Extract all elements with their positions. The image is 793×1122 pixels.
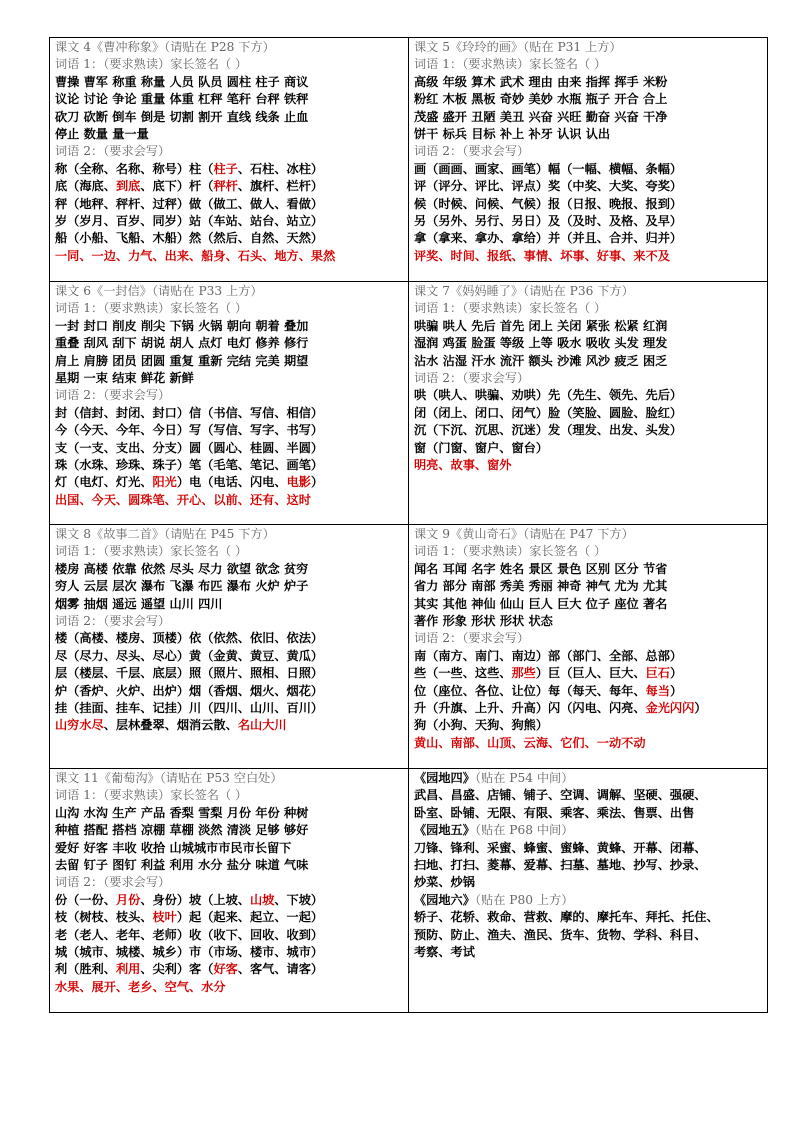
garden-header xyxy=(414,770,761,787)
word-text: 画（画画、画家、画笔）幅（一幅、横幅、条幅） xyxy=(414,161,683,176)
vocabulary-sheet xyxy=(49,37,768,1013)
word-text: 老（老人、老年、老师）收（收下、回收、收到） xyxy=(55,927,324,942)
word-text: 、底下）杆（ xyxy=(140,179,214,194)
words2-label: 词语 2：（要求会写） xyxy=(414,371,530,386)
word-text: 今（今天、今年、今日）写（写信、写字、书写） xyxy=(55,423,324,438)
words2-line xyxy=(55,944,402,961)
words2-line xyxy=(414,178,761,195)
extra-words-line xyxy=(55,717,402,734)
word-text: 位（座位、各位、让位）每（每天、每年、 xyxy=(414,683,646,698)
word-text: 哄（哄人、哄骗、劝哄）先（先生、领先、先后） xyxy=(414,388,683,403)
words2-line xyxy=(55,405,402,422)
red-word: 枝叶 xyxy=(152,910,177,925)
words1-line: 穷人 云层 层次 瀑布 飞瀑 布匹 瀑布 火炉 炉子 xyxy=(55,579,309,594)
sheet-row xyxy=(50,525,768,769)
lesson-cell-6 xyxy=(50,282,409,525)
lesson-header: 课文 5《玲玲的画》（贴在 P31 上方） xyxy=(414,40,622,54)
word-text: 封（信封、封闭、封口）信（书信、写信、相信） xyxy=(55,405,324,420)
word-text: ） xyxy=(669,683,683,698)
words2-line xyxy=(414,405,761,422)
words1-line: 闻名 耳闻 名字 姓名 景区 景色 区别 区分 节省 xyxy=(414,561,668,576)
word-text: ） xyxy=(310,475,324,490)
words1-line: 种植 搭配 搭档 凉棚 草棚 淡然 清淡 足够 够好 xyxy=(55,823,309,838)
lesson-header: 课文 8《故事二首》（请贴在 P45 下方） xyxy=(55,527,275,541)
garden-word-line: 卧室、卧铺、无限、有限、乘客、乘法、售票、出售 xyxy=(414,805,695,820)
words2-line xyxy=(55,683,402,700)
words2-label: 词语 2：（要求会写） xyxy=(55,614,171,629)
words2-line xyxy=(414,196,761,213)
words1-line: 其实 其他 神仙 仙山 巨人 巨大 位子 座位 著名 xyxy=(414,596,668,611)
word-text: 楼（高楼、楼房、顶楼）依（依然、依旧、依法） xyxy=(55,631,324,646)
word-text: 份（一份、 xyxy=(55,892,116,907)
words1-line: 曹操 曹军 称重 称量 人员 队员 圆柱 柱子 商议 xyxy=(55,74,309,89)
words2-line xyxy=(55,457,402,474)
words2-line xyxy=(55,961,402,978)
word-text: 利（胜利、 xyxy=(55,962,116,977)
garden-note: （贴在 P80 上方） xyxy=(474,892,574,907)
garden-word-line: 预防、防止、渔夫、渔民、货车、货物、学科、科目、 xyxy=(414,927,707,942)
words2-label: 词语 2：（要求会写） xyxy=(55,875,171,890)
words2-line xyxy=(55,230,402,247)
word-text: 沉（下沉、沉思、沉迷）发（理发、出发、头发） xyxy=(414,423,683,438)
garden-title: 《园地五》 xyxy=(414,823,475,838)
word-text: 岁（岁月、百岁、同岁）站（车站、站台、站立） xyxy=(55,214,324,229)
words1-line: 去留 钉子 图钉 利益 利用 水分 盐分 味道 气味 xyxy=(55,858,309,873)
words2-line xyxy=(55,665,402,682)
words2-line xyxy=(55,700,402,717)
lesson-cell-9 xyxy=(409,525,768,769)
word-text: 拿（拿来、拿办、拿给）并（并且、合并、归并） xyxy=(414,231,683,246)
words2-line xyxy=(55,178,402,195)
red-word: 阳光 xyxy=(152,475,177,490)
words2-line xyxy=(55,196,402,213)
extra-words-line: 评奖、时间、报纸、事情、坏事、好事、来不及 xyxy=(414,248,670,263)
words1-line: 著作 形象 形状 形状 状态 xyxy=(414,614,553,629)
word-text: 闭（闭上、闭口、闭气）脸（笑脸、圆脸、脸红） xyxy=(414,405,683,420)
word-text: ）起（起来、起立、一起） xyxy=(176,910,324,925)
word-text: 另（另外、另行、另日）及（及时、及格、及早） xyxy=(414,214,683,229)
word-text: 些（一些、这些、 xyxy=(414,666,512,681)
words2-line xyxy=(55,927,402,944)
words1-line: 茂盛 盛开 丑陋 美丑 兴奋 兴旺 勤奋 兴奋 干净 xyxy=(414,109,668,124)
red-word: 电影 xyxy=(286,475,311,490)
lesson-cell-11 xyxy=(50,769,409,1013)
word-text: 炉（香炉、火炉、出炉）烟（香烟、烟火、烟花） xyxy=(55,683,324,698)
garden-word-line: 考察、考试 xyxy=(414,945,475,960)
lesson-header: 课文 6《一封信》（请贴在 P33 上方） xyxy=(55,284,263,298)
sheet-row xyxy=(50,769,768,1013)
red-word: 巨石 xyxy=(645,666,670,681)
garden-word-line: 炒菜、炒锅 xyxy=(414,875,475,890)
words1-line: 停止 数量 量一量 xyxy=(55,127,149,142)
garden-note: （贴在 P68 中间） xyxy=(474,823,574,838)
lesson-header: 课文 4《曹冲称象》（请贴在 P28 下方） xyxy=(55,40,275,54)
words2-line xyxy=(414,161,761,178)
words2-line xyxy=(55,648,402,665)
garden-title: 《园地六》 xyxy=(414,892,475,907)
word-text: 南（南方、南门、南边）部（部门、全部、总部） xyxy=(414,648,683,663)
words2-label: 词语 2：（要求会写） xyxy=(55,144,171,159)
garden-word-line: 轿子、花轿、救命、营救、摩的、摩托车、拜托、托住、 xyxy=(414,910,719,925)
words2-label: 词语 2：（要求会写） xyxy=(414,144,530,159)
garden-cell xyxy=(409,769,768,1013)
words1-line: 一封 封口 削皮 削尖 下锅 火锅 朝向 朝着 叠加 xyxy=(55,318,309,333)
red-word: 山穷水尽 xyxy=(55,718,104,733)
words1-label: 词语 1：（要求熟读）家长签名（ ） xyxy=(55,57,248,72)
red-word: 柱子 xyxy=(213,161,238,176)
red-word: 利用 xyxy=(115,962,141,977)
lesson-cell-5 xyxy=(409,38,768,282)
word-text: 层（楼层、千层、底层）照（照片、照相、日照） xyxy=(55,666,324,681)
word-text: 、下坡） xyxy=(274,892,324,907)
extra-words-line: 黄山、南部、山顶、云海、它们、一动不动 xyxy=(414,735,646,750)
red-word: 名山大川 xyxy=(237,718,287,733)
lesson-cell-4 xyxy=(50,38,409,282)
garden-word-line: 扫地、打扫、菱幕、爱幕、扫墓、墓地、抄写、抄录、 xyxy=(414,858,707,873)
word-text: 灯（电灯、灯光、 xyxy=(55,475,153,490)
words1-line: 哄骗 哄人 先后 首先 闭上 关闭 紧张 松紧 红润 xyxy=(414,318,668,333)
words2-line xyxy=(414,648,761,665)
garden-title: 《园地四》 xyxy=(414,771,475,785)
words1-label: 词语 1：（要求熟读）家长签名（ ） xyxy=(55,788,248,803)
garden-header xyxy=(414,822,761,839)
words1-line: 星期 一束 结束 鲜花 新鲜 xyxy=(55,371,194,386)
words2-line xyxy=(55,161,402,178)
words1-line: 湿润 鸡蛋 脸蛋 等级 上等 吸水 吸收 头发 理发 xyxy=(414,336,668,351)
word-text: 、层林叠翠、烟消云散、 xyxy=(103,718,238,733)
lesson-header: 课文 11《葡萄沟》（请贴在 P53 空白处） xyxy=(55,771,283,785)
words2-line xyxy=(414,387,761,404)
words1-line: 重叠 刮风 刮下 胡说 胡人 点灯 电灯 修养 修行 xyxy=(55,336,309,351)
words1-line: 砍刀 砍断 倒车 倒是 切割 割开 直线 线条 止血 xyxy=(55,109,309,124)
words2-line xyxy=(414,440,761,457)
lesson-header: 课文 9《黄山奇石》（请贴在 P47 下方） xyxy=(414,527,634,541)
words2-line xyxy=(55,630,402,647)
word-text: 、旗杆、栏杆） xyxy=(237,179,324,194)
words1-label: 词语 1：（要求熟读）家长签名（ ） xyxy=(414,301,607,316)
words1-line: 饼干 标兵 目标 补上 补牙 认识 认出 xyxy=(414,127,611,142)
word-text: 尽（尽力、尽头、尽心）黄（金黄、黄豆、黄瓜） xyxy=(55,648,324,663)
words2-line xyxy=(55,422,402,439)
word-text: 枝（树枝、枝头、 xyxy=(55,910,153,925)
word-text: 船（小船、飞船、木船）然（然后、自然、天然） xyxy=(55,231,324,246)
red-word: 那些 xyxy=(511,666,536,681)
word-text: 窗（门窗、窗户、窗台） xyxy=(414,440,549,455)
words2-line xyxy=(55,440,402,457)
extra-words-line: 出国、今天、圆珠笔、开心、以前、还有、这时 xyxy=(55,492,311,507)
words1-line: 山沟 水沟 生产 产品 香梨 雪梨 月份 年份 种树 xyxy=(55,805,309,820)
garden-word-line: 武昌、昌盛、店铺、铺子、空调、调解、坚硬、强硬、 xyxy=(414,788,707,803)
lesson-cell-8 xyxy=(50,525,409,769)
word-text: 候（时候、问候、气候）报（日报、晚报、报到） xyxy=(414,196,683,211)
word-text: 、身份）坡（上坡、 xyxy=(140,892,250,907)
words2-line xyxy=(414,700,761,717)
extra-words-line: 明亮、故事、窗外 xyxy=(414,458,512,473)
words1-line: 粉红 木板 黑板 奇妙 美妙 水瓶 瓶子 开合 合上 xyxy=(414,92,668,107)
garden-note: （贴在 P54 中间） xyxy=(474,771,574,785)
word-text: 升（升旗、上升、升高）闪（闪电、闪亮、 xyxy=(414,701,646,716)
word-text: 秤（地秤、秤杆、过秤）做（做工、做人、看做） xyxy=(55,196,324,211)
words2-line xyxy=(414,230,761,247)
word-text: ）巨（巨人、巨大、 xyxy=(535,666,646,681)
word-text: 评（评分、评比、评点）奖（中奖、大奖、夸奖） xyxy=(414,179,683,194)
red-word: 好客 xyxy=(213,962,238,977)
word-text: 、尖利）客（ xyxy=(140,962,214,977)
word-text: 支（一支、支出、分支）圆（圆心、桂圆、半圆） xyxy=(55,440,324,455)
word-text: ） xyxy=(694,701,707,716)
words1-label: 词语 1：（要求熟读）家长签名（ ） xyxy=(414,57,607,72)
lesson-cell-7 xyxy=(409,282,768,525)
word-text: 、石柱、冰柱） xyxy=(237,161,324,176)
red-word: 到底 xyxy=(115,179,141,194)
words1-label: 词语 1：（要求熟读）家长签名（ ） xyxy=(55,301,248,316)
sheet-row xyxy=(50,38,768,282)
red-word: 每当 xyxy=(645,683,670,698)
words2-line xyxy=(414,213,761,230)
garden-word-line: 刀锋、锋利、采蜜、蜂蜜、蜜蜂、黄蜂、开幕、闭幕、 xyxy=(414,840,707,855)
words2-label: 词语 2：（要求会写） xyxy=(55,388,171,403)
words1-line: 肩上 肩膀 团员 团圆 重复 重新 完结 完美 期望 xyxy=(55,353,309,368)
word-text: 挂（挂面、挂车、记挂）川（四川、山川、百川） xyxy=(55,701,324,716)
extra-words-line: 水果、展开、老乡、空气、水分 xyxy=(55,979,226,994)
word-text: 城（城市、城楼、城乡）市（市场、楼市、城市） xyxy=(55,945,324,960)
words1-line: 高级 年级 算术 武术 理由 由来 指挥 挥手 米粉 xyxy=(414,74,668,89)
word-text: 珠（水珠、珍珠、珠子）笔（毛笔、笔记、画笔） xyxy=(55,458,324,473)
words1-line: 议论 讨论 争论 重量 体重 杠秤 笔秆 台秤 铁秤 xyxy=(55,92,309,107)
word-text: ） xyxy=(669,666,683,681)
words1-line: 楼房 高楼 依靠 依然 尽头 尽力 欲望 欲念 贫穷 xyxy=(55,561,309,576)
red-word: 金光闪闪 xyxy=(645,701,695,716)
word-text: 、客气、请客） xyxy=(237,962,324,977)
words1-line: 爱好 好客 丰收 收拾 山城城市市民市长留下 xyxy=(55,840,292,855)
garden-header xyxy=(414,892,761,909)
words1-line: 烟雾 抽烟 遥远 遥望 山川 四川 xyxy=(55,596,223,611)
red-word: 秤杆 xyxy=(213,179,238,194)
words2-line xyxy=(55,213,402,230)
words2-line xyxy=(55,909,402,926)
words2-line xyxy=(55,474,402,491)
words1-line: 沾水 沾湿 汗水 流汗 额头 沙滩 风沙 疲乏 困乏 xyxy=(414,353,668,368)
word-text: 底（海底、 xyxy=(55,179,116,194)
words2-line xyxy=(414,665,761,682)
words1-label: 词语 1：（要求熟读）家长签名（ ） xyxy=(414,544,607,559)
sheet-row xyxy=(50,282,768,525)
red-word: 山坡 xyxy=(250,892,275,907)
word-text: 狗（小狗、天狗、狗熊） xyxy=(414,718,549,733)
words2-line xyxy=(55,892,402,909)
red-word: 月份 xyxy=(115,892,141,907)
extra-words-line: 一同、一边、力气、出来、船身、石头、地方、果然 xyxy=(55,248,336,263)
words1-line: 省力 部分 南部 秀美 秀丽 神奇 神气 尤为 尤其 xyxy=(414,579,668,594)
words2-line xyxy=(414,683,761,700)
words2-line xyxy=(414,717,761,734)
word-text: 称（全称、名称、称号）柱（ xyxy=(55,161,214,176)
words2-line xyxy=(414,422,761,439)
word-text: ）电（电话、闪电、 xyxy=(176,475,287,490)
words2-label: 词语 2：（要求会写） xyxy=(414,631,530,646)
lesson-header: 课文 7《妈妈睡了》（请贴在 P36 下方） xyxy=(414,284,634,298)
words1-label: 词语 1：（要求熟读）家长签名（ ） xyxy=(55,544,248,559)
